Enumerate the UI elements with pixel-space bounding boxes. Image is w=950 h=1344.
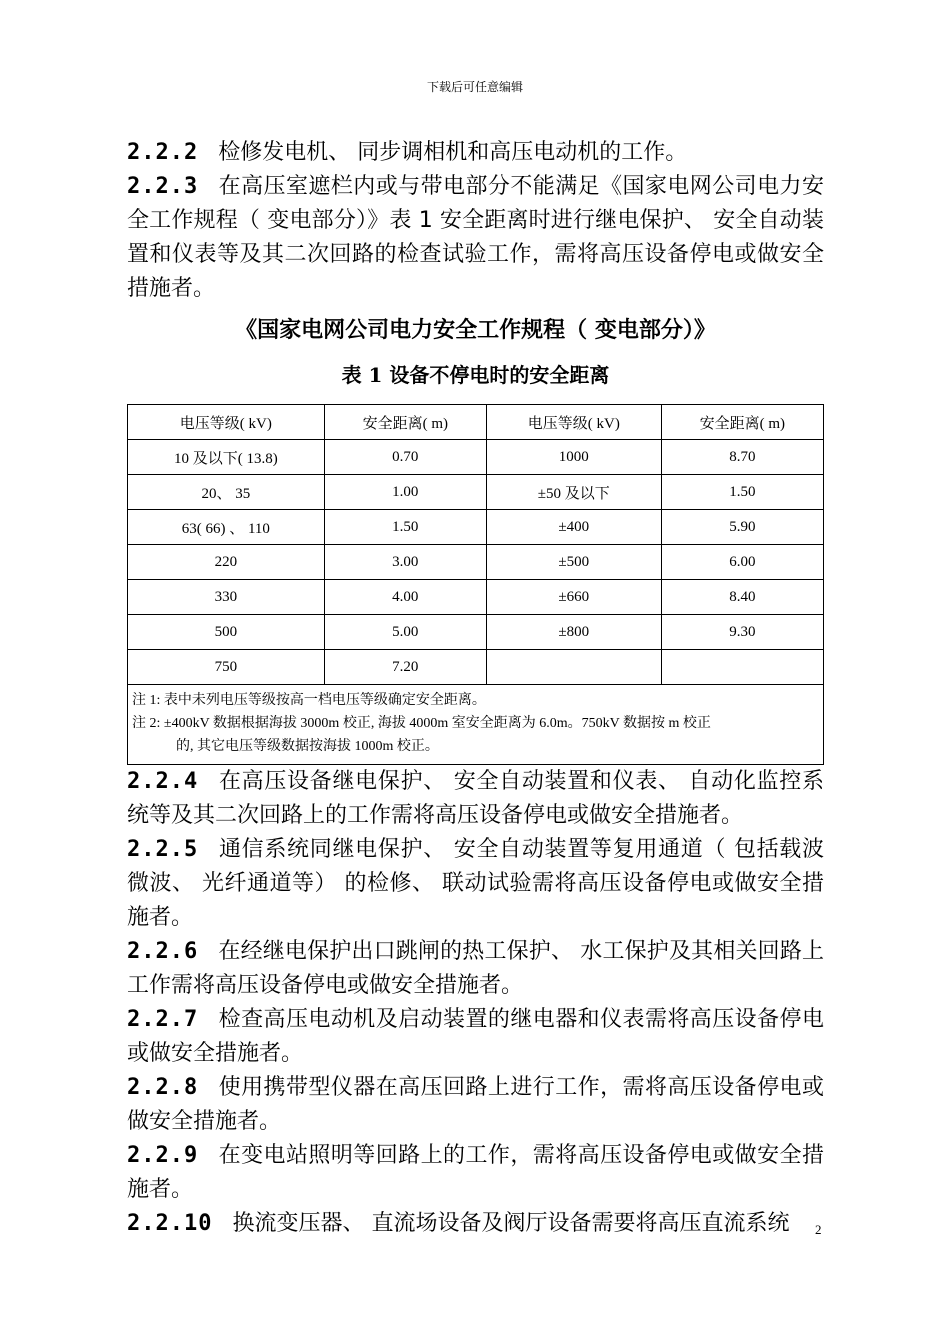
paragraph-2-2-4	[127, 765, 824, 833]
table-cell: 1.50	[324, 510, 486, 545]
table-cell: ±50 及以下	[486, 475, 661, 510]
paragraph-2-2-9	[127, 1139, 824, 1207]
clause-number: 2.2.9	[127, 1143, 199, 1168]
paragraph-2-2-7	[127, 1003, 824, 1071]
paragraph-2-2-6	[127, 935, 824, 1003]
clause-text: 在高压室遮栏内或与带电部分不能满足《国家电网公司电力安全工作规程（ 变电部分）》表 1 安全距离时进行继电保护、 安全自动装置和仪表等及其二次回路的检查试验工作，需将高压设备停电或做安全措施者。	[127, 174, 824, 301]
clause-number: 2.2.10	[127, 1211, 213, 1236]
paragraph-2-2-3	[127, 170, 824, 306]
clause-number: 2.2.3	[127, 174, 199, 199]
table-cell	[661, 650, 823, 685]
table-cell: 5.90	[661, 510, 823, 545]
paragraph-2-2-5	[127, 833, 824, 935]
table-cell: 500	[128, 615, 325, 650]
table-row	[128, 545, 824, 580]
paragraph-2-2-10	[127, 1207, 824, 1241]
table-notes	[128, 685, 824, 765]
clause-text: 换流变压器、 直流场设备及阀厅设备需要将高压直流系统	[232, 1211, 790, 1236]
clause-number: 2.2.4	[127, 769, 199, 794]
table-row	[128, 475, 824, 510]
table-cell: 10 及以下( 13.8)	[128, 440, 325, 475]
clause-number: 2.2.8	[127, 1075, 199, 1100]
table-cell: 3.00	[324, 545, 486, 580]
table-row	[128, 510, 824, 545]
table-note-1: 注 1: 表中未列电压等级按高一档电压等级确定安全距离。	[132, 693, 486, 708]
paragraph-2-2-2	[127, 136, 824, 170]
table-title: 表 1 设备不停电时的安全距离	[341, 363, 610, 387]
clause-text: 在变电站照明等回路上的工作，需将高压设备停电或做安全措施者。	[127, 1143, 824, 1202]
clause-number: 2.2.5	[127, 837, 199, 862]
header-cell: 电压等级( kV)	[486, 405, 661, 440]
table-notes-row	[128, 685, 824, 765]
table-cell: 7.20	[324, 650, 486, 685]
paragraph-2-2-8	[127, 1071, 824, 1139]
table-cell: 6.00	[661, 545, 823, 580]
clause-text: 检修发电机、 同步调相机和高压电动机的工作。	[218, 140, 688, 165]
page-number: 2	[815, 1222, 822, 1237]
table-cell: ±660	[486, 580, 661, 615]
table-cell: 220	[128, 545, 325, 580]
clause-number: 2.2.2	[127, 140, 199, 165]
document-body	[127, 136, 824, 1241]
clause-text: 使用携带型仪器在高压回路上进行工作，需将高压设备停电或做安全措施者。	[127, 1075, 824, 1134]
table-cell: 750	[128, 650, 325, 685]
clause-text: 在经继电保护出口跳闸的热工保护、 水工保护及其相关回路上工作需将高压设备停电或做安全措施者。	[127, 939, 824, 998]
table-cell: 1.00	[324, 475, 486, 510]
table-cell: 9.30	[661, 615, 823, 650]
table-note-2: 注 2: ±400kV 数据根据海拔 3000m 校正, 海拔 4000m 室安全距离为 6.0m。750kV 数据按 m 校正	[132, 716, 711, 731]
header-cell: 电压等级( kV)	[128, 405, 325, 440]
clause-number: 2.2.6	[127, 939, 199, 964]
table-cell: ±500	[486, 545, 661, 580]
clause-text: 检查高压电动机及启动装置的继电器和仪表需将高压设备停电或做安全措施者。	[127, 1007, 824, 1066]
clause-number: 2.2.7	[127, 1007, 199, 1032]
table-cell: 4.00	[324, 580, 486, 615]
table-cell: 1000	[486, 440, 661, 475]
table-cell: 330	[128, 580, 325, 615]
table-row	[128, 440, 824, 475]
header-cell: 安全距离( m)	[661, 405, 823, 440]
safety-distance-table	[127, 404, 824, 765]
clause-text: 通信系统同继电保护、 安全自动装置等复用通道（ 包括载波 微波、 光纤通道等） 的检修、 联动试验需将高压设备停电或做安全措施者。	[127, 837, 824, 930]
table-row	[128, 650, 824, 685]
clause-text: 在高压设备继电保护、 安全自动装置和仪表、 自动化监控系统等及其二次回路上的工作需将高压设备停电或做安全措施者。	[127, 769, 824, 828]
table-cell: 5.00	[324, 615, 486, 650]
table-note-2-continued: 的, 其它电压等级数据按海拔 1000m 校正。	[176, 739, 439, 754]
table-cell: ±400	[486, 510, 661, 545]
table-cell: ±800	[486, 615, 661, 650]
table-cell: 8.70	[661, 440, 823, 475]
table-row	[128, 580, 824, 615]
header-cell: 安全距离( m)	[324, 405, 486, 440]
table-cell	[486, 650, 661, 685]
table-row	[128, 615, 824, 650]
table-header-row	[128, 405, 824, 440]
page-header: 下载后可任意编辑	[426, 80, 523, 94]
table-cell: 20、 35	[128, 475, 325, 510]
table-cell: 63( 66) 、 110	[128, 510, 325, 545]
regulation-title: 《国家电网公司电力安全工作规程（ 变电部分）》	[235, 318, 716, 343]
table-cell: 1.50	[661, 475, 823, 510]
table-cell: 8.40	[661, 580, 823, 615]
table-cell: 0.70	[324, 440, 486, 475]
